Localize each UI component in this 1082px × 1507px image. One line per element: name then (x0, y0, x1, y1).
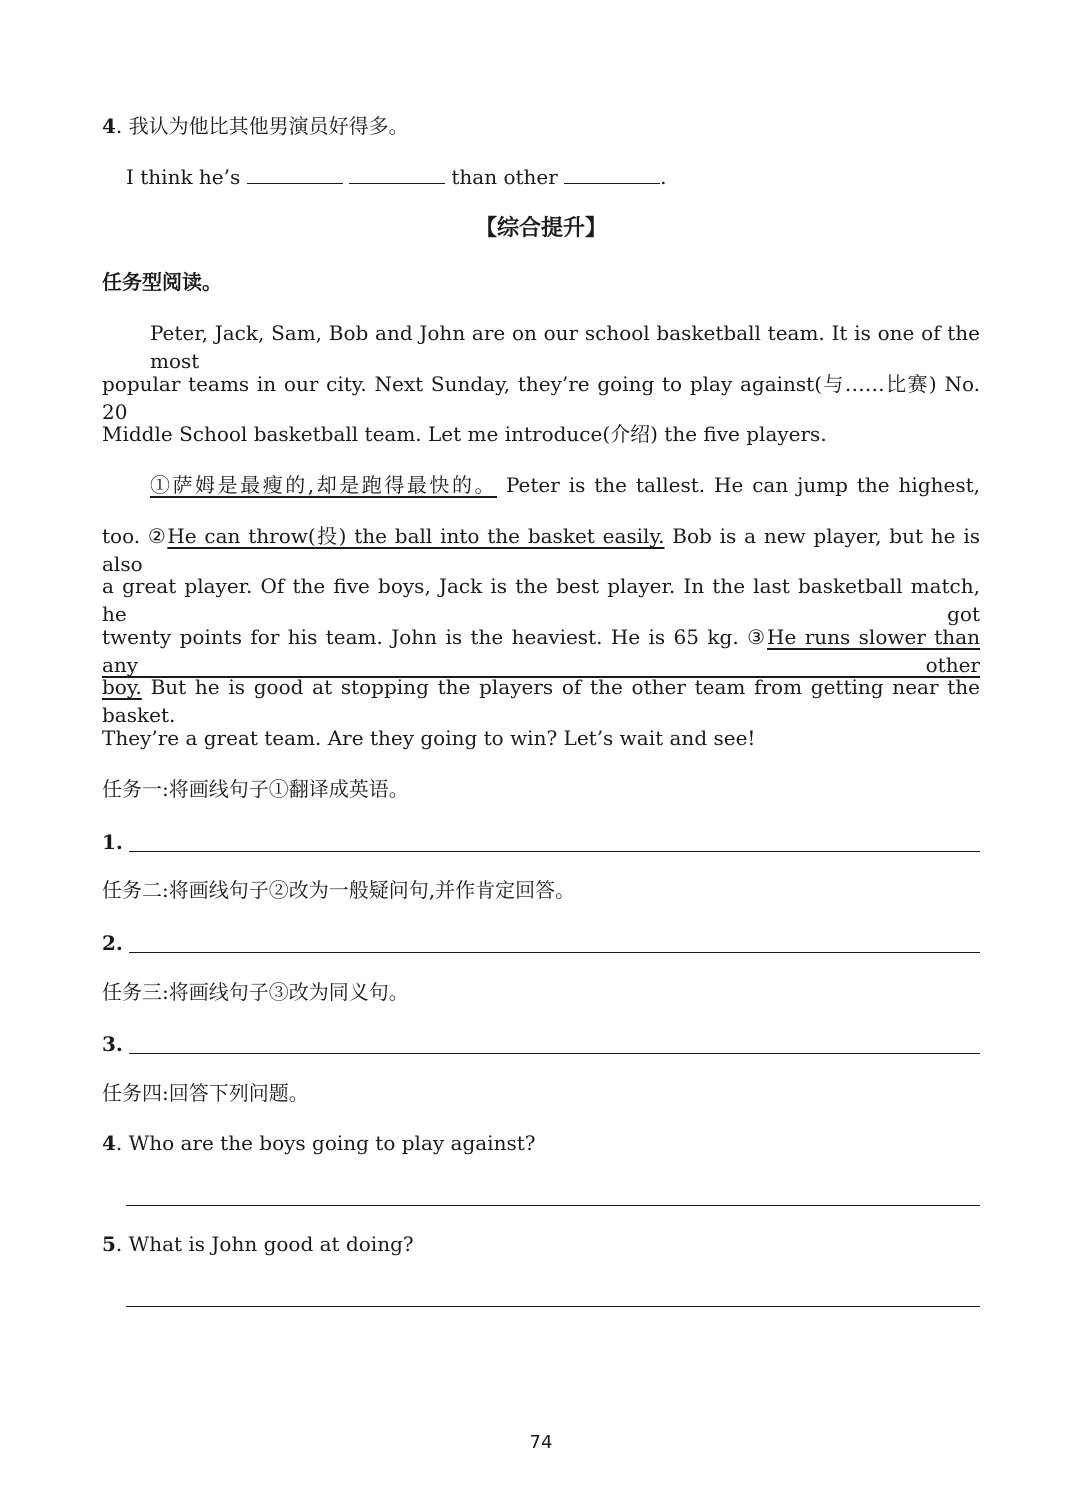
question-5 (102, 1230, 980, 1258)
passage-p2-line5-rest: But he is good at stopping the players of the other team from getting near the basket. (102, 675, 980, 727)
page-number: 74 (529, 1432, 553, 1453)
answer-3-line[interactable] (129, 1052, 980, 1054)
passage-p2-line4 (102, 623, 980, 679)
answer-3-number: 3. (102, 1032, 123, 1056)
question-4-number: 4 (102, 1131, 116, 1155)
answer-3-row (102, 1026, 980, 1056)
task-1-label: 任务一:将画线句子①翻译成英语。 (102, 777, 409, 801)
task-4-label: 任务四:回答下列问题。 (102, 1081, 309, 1105)
q4-blank-2[interactable] (349, 163, 445, 184)
passage-p2-line1-rest: Peter is the tallest. He can jump the highest, (497, 473, 980, 497)
answer-2-number: 2. (102, 931, 123, 955)
answer-2-line[interactable] (129, 951, 980, 953)
question-5-answer-line[interactable] (126, 1306, 980, 1307)
q4-en-part1: I think he’s (126, 165, 241, 189)
question-5-number: 5 (102, 1232, 116, 1256)
q4-english (126, 163, 980, 191)
passage-p2-line3: a great player. Of the five boys, Jack is the best player. In the last basketball match, he got (102, 574, 980, 626)
task-2-label: 任务二:将画线句子②改为一般疑问句,并作肯定回答。 (102, 878, 576, 902)
passage-p2-line2-pre: too. ② (102, 524, 168, 548)
question-4-text: . Who are the boys going to play against? (115, 1131, 536, 1155)
passage-p2-line2-rest: Bob is a new player, but he is also (102, 524, 980, 576)
q4-en-part2: than other (451, 165, 558, 189)
passage-p2-line6: They’re a great team. Are they going to win? Let’s wait and see! (102, 726, 756, 750)
q4-number: 4 (102, 114, 116, 138)
underlined-sentence-3a: He runs slower than any other (102, 625, 980, 677)
q4-en-end: . (660, 165, 667, 189)
q4-blank-1[interactable] (247, 163, 343, 184)
passage-p1-line3: Middle School basketball team. Let me introduce(介绍) the five players. (102, 422, 827, 446)
task-heading: 任务型阅读。 (102, 270, 222, 294)
q4-blank-3[interactable] (564, 163, 660, 184)
passage-p2-line1 (102, 471, 980, 499)
question-4-answer-line[interactable] (126, 1205, 980, 1206)
answer-1-line[interactable] (129, 850, 980, 852)
task-3-label: 任务三:将画线句子③改为同义句。 (102, 980, 409, 1004)
passage-p2-line4-pre: twenty points for his team. John is the heaviest. He is 65 kg. ③ (102, 625, 768, 649)
passage-p1-line2: popular teams in our city. Next Sunday, they’re going to play against(与……比赛) No. 20 (102, 372, 980, 424)
section-title: 【综合提升】 (474, 216, 607, 241)
passage-p1-line1: Peter, Jack, Sam, Bob and John are on our school basketball team. It is one of the most (150, 321, 980, 373)
q4-chinese (102, 112, 980, 140)
underlined-sentence-3b: boy. (102, 675, 142, 699)
underlined-sentence-1: ①萨姆是最瘦的,却是跑得最快的。 (150, 473, 498, 497)
passage-p2-line2 (102, 522, 980, 578)
passage-p2-line5 (102, 673, 980, 729)
answer-1-row (102, 824, 980, 854)
q4-chinese-text: . 我认为他比其他男演员好得多。 (115, 114, 409, 138)
question-4 (102, 1129, 980, 1157)
answer-1-number: 1. (102, 830, 123, 854)
underlined-sentence-2: He can throw(投) the ball into the basket easily. (167, 524, 665, 548)
question-5-text: . What is John good at doing? (115, 1232, 414, 1256)
answer-2-row (102, 925, 980, 955)
